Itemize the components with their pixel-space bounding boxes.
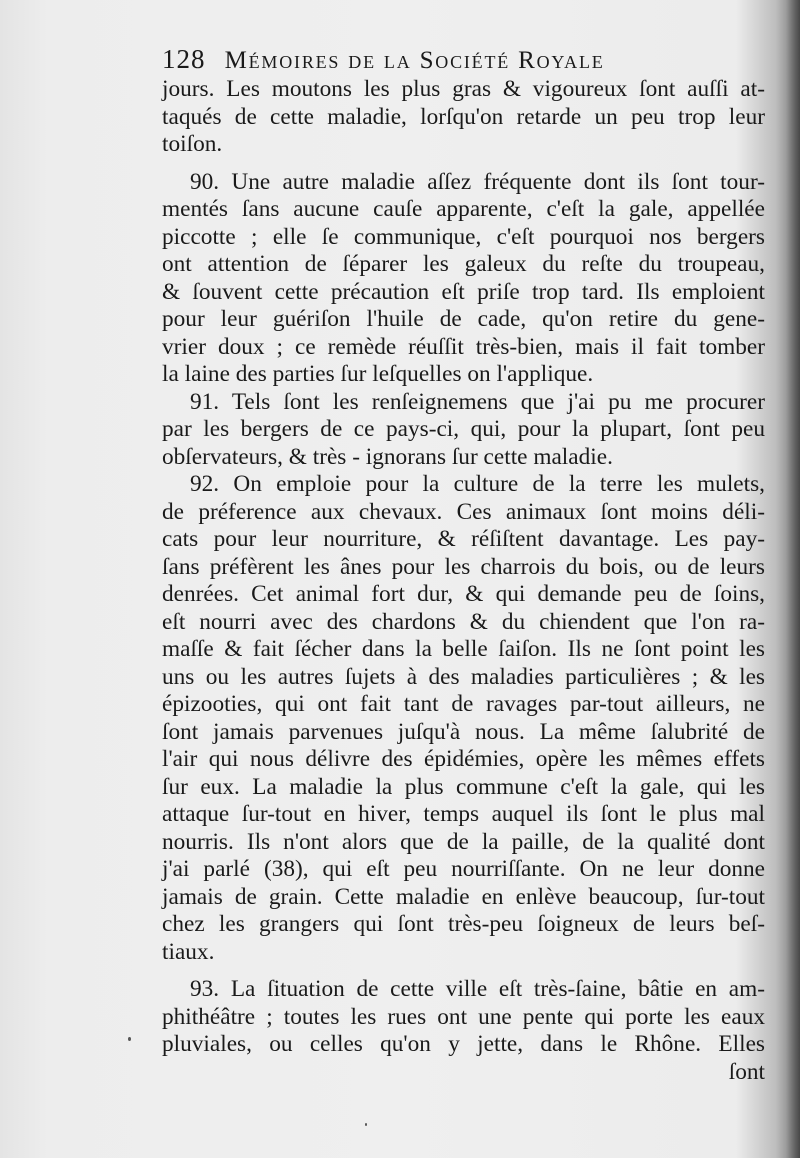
- text-line: l'air qui nous délivre des épidémies, opère les mêmes effets: [162, 746, 765, 772]
- text-line: uns ou les autres ſujets à des maladies particulières ; & les: [162, 663, 765, 690]
- page-number: 128: [162, 44, 206, 74]
- text-line: taqués de cette maladie, lorſqu'on retarde un peu trop leur: [162, 103, 765, 130]
- text-line: jours. Les moutons les plus gras & vigoureux ſont auſſi at-: [162, 76, 765, 102]
- text-line: par les bergers de ce pays-ci, qui, pour la plupart, ſont peu: [162, 416, 765, 442]
- catchword: ſont: [728, 1058, 765, 1085]
- text-line: nourris. Ils n'ont alors que de la paille, de la qualité dont: [162, 828, 765, 855]
- text-line: tiaux.: [162, 938, 215, 965]
- text-line: épizooties, qui ont fait tant de ravages par-tout ailleurs, ne: [162, 691, 765, 717]
- running-head: Mémoires de la Société Royale: [224, 47, 605, 74]
- ink-speck: [365, 1123, 367, 1126]
- text-line: toiſon.: [162, 131, 223, 157]
- text-line: ont attention de ſéparer les galeux du reſte du troupeau,: [162, 251, 765, 277]
- page-edge-shadow: [786, 0, 800, 1158]
- text-line: de préference aux chevaux. Ces animaux ſont moins déli-: [162, 498, 765, 525]
- text-line: ſur eux. La maladie la plus commune c'eſt la gale, qui les: [162, 773, 765, 800]
- paragraph-91-start: 91. Tels ſont les renſeignemens que j'ai pu me procurer: [190, 388, 765, 415]
- text-line: ſont jamais parvenues juſqu'à nous. La même ſalubrité de: [162, 718, 765, 745]
- paragraph-90-start: 90. Une autre maladie aſſez fréquente dont ils ſont tour-: [190, 168, 765, 195]
- text-line: maſſe & fait ſécher dans la belle ſaiſon. Ils ne ſont point les: [162, 636, 765, 662]
- text-line: pour leur guériſon l'huile de cade, qu'on retire du gene-: [162, 306, 765, 332]
- text-line: piccotte ; elle ſe communique, c'eſt pourquoi nos bergers: [162, 223, 765, 250]
- text-line: vrier doux ; ce remède réuſſit très-bien, mais il fait tomber: [162, 333, 765, 360]
- text-line: cats pour leur nourriture, & réſiſtent davantage. Les pay-: [162, 526, 765, 552]
- text-line: ſans préfèrent les ânes pour les charrois du bois, ou de leurs: [162, 553, 765, 580]
- text-line: la laine des parties ſur leſquelles on l'applique.: [162, 361, 594, 387]
- text-line: eſt nourri avec des chardons & du chiendent que l'on ra-: [162, 608, 765, 635]
- text-line: chez les grangers qui ſont très-peu ſoigneux de leurs beſ-: [162, 911, 765, 937]
- text-line: obſervateurs, & très - ignorans ſur cette maladie.: [162, 443, 613, 470]
- text-line: j'ai parlé (38), qui eſt peu nourriſſante. On ne leur donne: [162, 856, 765, 882]
- text-line: attaque ſur-tout en hiver, temps auquel ils ſont le plus mal: [162, 801, 765, 827]
- text-line: phithéâtre ; toutes les rues ont une pente qui porte les eaux: [162, 1003, 765, 1030]
- text-line: mentés ſans aucune cauſe apparente, c'eſt la gale, appellée: [162, 196, 765, 222]
- text-line: jamais de grain. Cette maladie en enlève beaucoup, ſur-tout: [162, 883, 765, 910]
- body-text: [162, 76, 765, 1086]
- text-line: & ſouvent cette précaution eſt priſe trop tard. Ils emploient: [162, 278, 765, 305]
- paragraph-92-start: 92. On emploie pour la culture de la terre les mulets,: [190, 471, 765, 497]
- page-header: [162, 44, 762, 76]
- ink-speck: [128, 1037, 131, 1041]
- text-line: pluviales, ou celles qu'on y jette, dans le Rhône. Elles: [162, 1031, 765, 1057]
- text-line: denrées. Cet animal fort dur, & qui demande peu de ſoins,: [162, 581, 765, 607]
- paragraph-93-start: 93. La ſituation de cette ville eſt très-ſaine, bâtie en am-: [190, 976, 765, 1002]
